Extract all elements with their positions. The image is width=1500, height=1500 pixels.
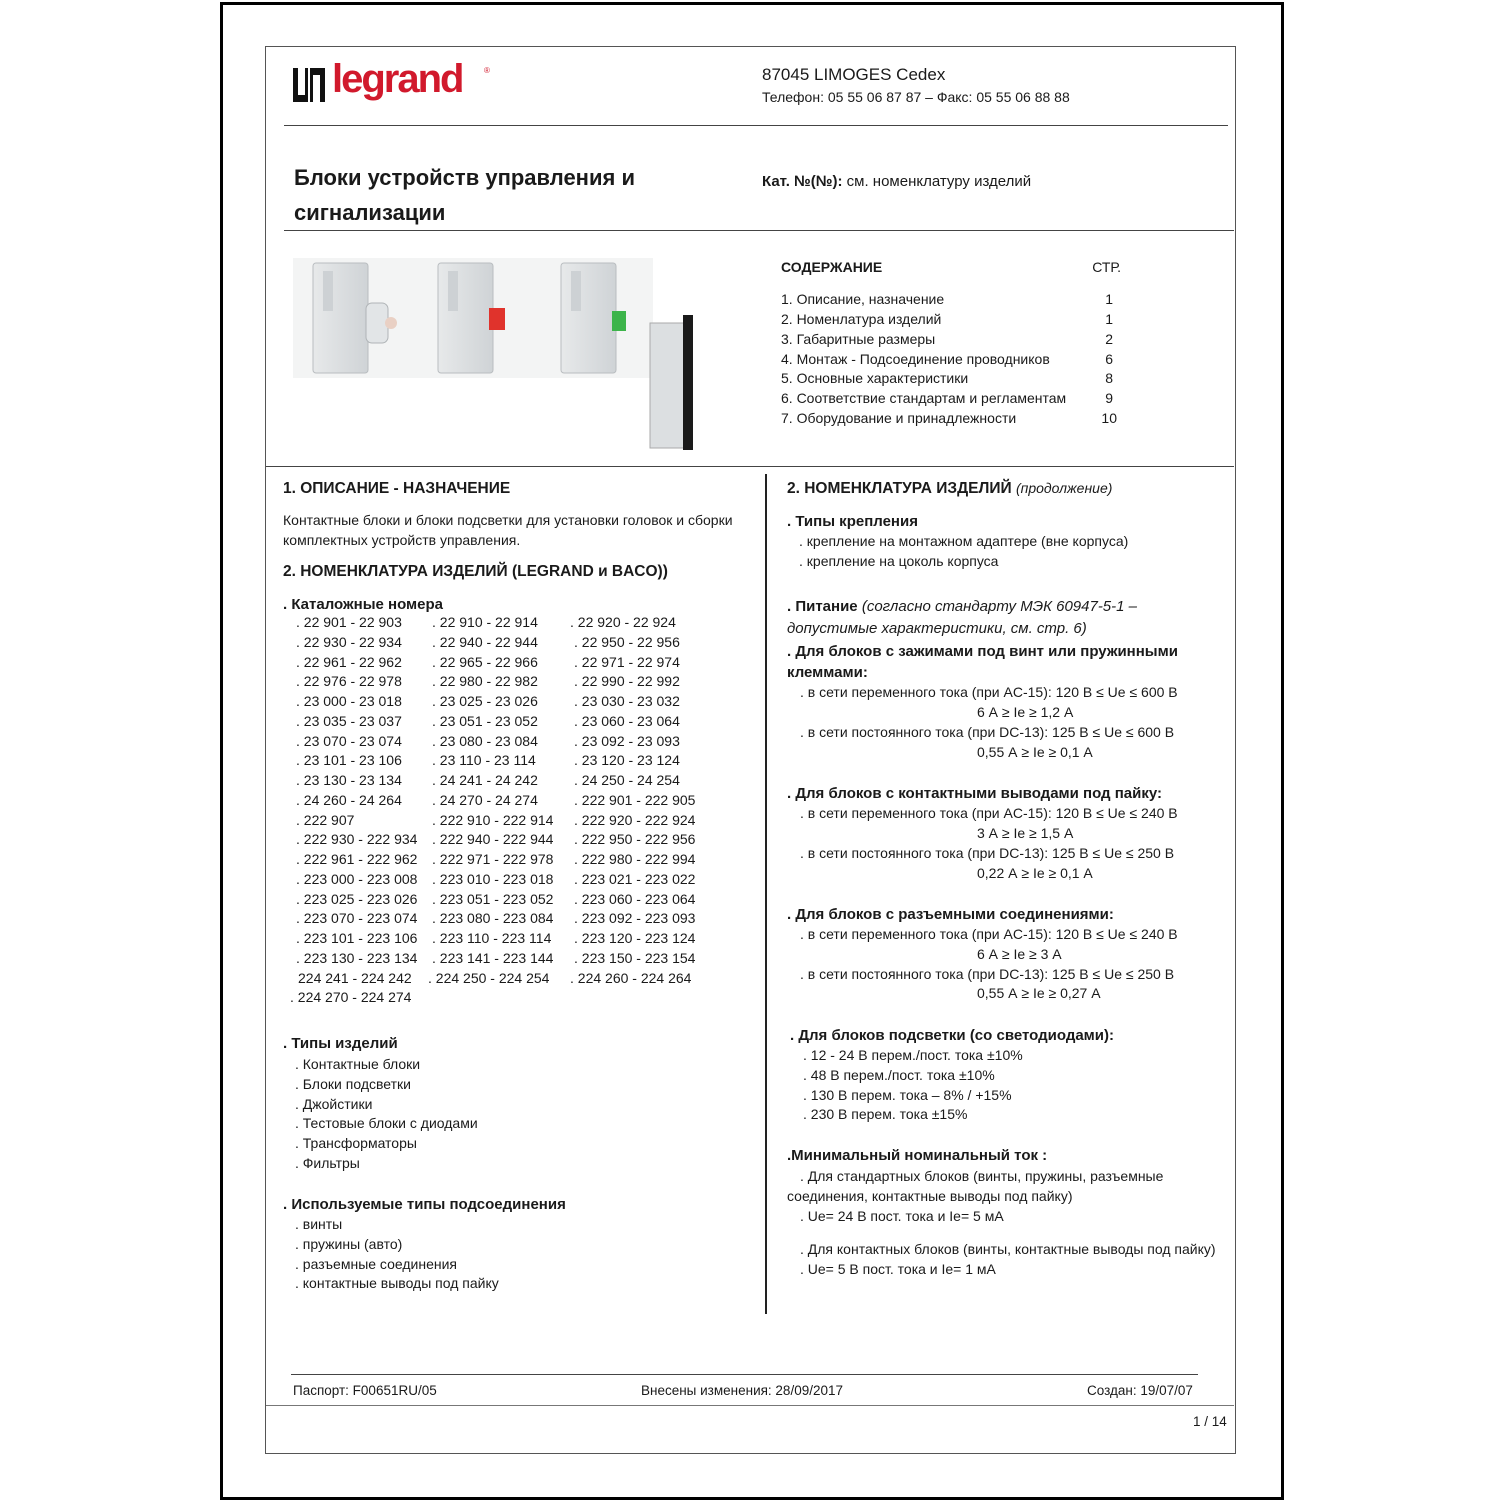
catalog-number-cell: . 223 110 - 223 114	[432, 930, 552, 946]
toc-item[interactable]	[781, 351, 1121, 371]
table-of-contents	[781, 259, 1121, 439]
table-row	[290, 891, 750, 911]
created-date: Создан: 19/07/07	[1087, 1383, 1193, 1398]
catalog-number-cell: . 223 060 - 223 064	[574, 890, 696, 907]
catalog-number-cell: . 23 101 - 23 106	[296, 752, 402, 769]
catalog-number-cell: . 223 120 - 223 124	[574, 930, 696, 946]
registered-mark-icon: ®	[484, 66, 490, 75]
led-blocks-heading: . Для блоков подсветки (со светодиодами):	[790, 1027, 1114, 1044]
catalog-number-cell: . 222 910 - 222 914	[432, 811, 554, 828]
table-row	[290, 831, 750, 851]
catalog-number-cell: . 222 980 - 222 994	[574, 851, 696, 867]
table-row	[290, 634, 750, 654]
catalog-number-cell: 224 241 - 224 242	[298, 969, 412, 986]
catalog-number-cell: . 224 260 - 224 264	[570, 969, 692, 986]
catalog-number-cell: . 24 241 - 24 242	[432, 772, 538, 788]
plug-dc-current: 0,55 А ≥ Ie ≥ 0,27 А	[977, 985, 1101, 1001]
table-row	[290, 930, 750, 950]
table-row	[290, 970, 750, 990]
toc-header	[781, 259, 1121, 279]
toc-item-page: 1	[1105, 311, 1113, 327]
catalog-number-cell: . 23 092 - 23 093	[574, 732, 680, 749]
header-address: 87045 LIMOGES Cedex	[762, 65, 946, 84]
screw-ac-current: 6 А ≥ Ie ≥ 1,2 А	[977, 704, 1074, 720]
catalog-number-cell: . 222 971 - 222 978	[432, 851, 554, 867]
screw-dc-current: 0,55 А ≥ Ie ≥ 0,1 А	[977, 744, 1093, 760]
catalog-number-cell: . 23 130 - 23 134	[296, 772, 402, 788]
page-number: 1 / 14	[1193, 1414, 1227, 1429]
catalog-number-cell: . 223 010 - 223 018	[432, 870, 554, 887]
power-heading-label: . Питание	[787, 598, 858, 615]
table-row	[290, 713, 750, 733]
product-types-list	[295, 1056, 478, 1175]
table-row	[290, 772, 750, 792]
list-item: . Трансформаторы	[295, 1135, 417, 1152]
list-item: . 48 В перем./пост. тока ±10%	[803, 1066, 995, 1083]
section-2-continued-title-text: 2. НОМЕНКЛАТУРА ИЗДЕЛИЙ	[787, 480, 1012, 497]
catalog-number-cell: . 24 270 - 24 274	[432, 791, 538, 808]
toc-item[interactable]	[781, 331, 1121, 351]
catalog-number-cell: . 223 080 - 223 084	[432, 910, 554, 927]
continued-note: (продолжение)	[1015, 480, 1113, 496]
toc-item[interactable]	[781, 410, 1121, 430]
min-current-standard-line: соединения, контактные выводы под пайку)	[787, 1188, 1073, 1204]
toc-item-label: 7. Оборудование и принадлежности	[781, 410, 1017, 426]
toc-item-page: 9	[1105, 390, 1113, 406]
document-title	[294, 160, 635, 230]
table-row	[290, 910, 750, 930]
catalog-number-cell: . 22 980 - 22 982	[432, 673, 538, 690]
plug-blocks-heading: . Для блоков с разъемными соединениями:	[787, 906, 1114, 923]
solder-ac-rating: . в сети переменного тока (при AC-15): 120 В ≤ Ue ≤ 240 В	[800, 805, 1178, 821]
catalog-number-cell: . 222 940 - 222 944	[432, 831, 554, 848]
power-note: допустимые характеристики, см. стр. 6)	[787, 620, 1087, 637]
solder-dc-current: 0,22 А ≥ Ie ≥ 0,1 А	[977, 865, 1093, 881]
table-row	[290, 654, 750, 674]
list-item: . 230 В перем. тока ±15%	[803, 1106, 968, 1123]
toc-item-label: 6. Соответствие стандартам и регламентам	[781, 390, 1067, 406]
plug-ac-rating: . в сети переменного тока (при AC-15): 120 В ≤ Ue ≤ 240 В	[800, 926, 1178, 942]
screw-blocks-heading-line: . Для блоков с зажимами под винт или пружинными	[787, 643, 1178, 660]
table-row	[290, 733, 750, 753]
footer-divider	[291, 1374, 1198, 1375]
catalog-number-cell: . 223 092 - 223 093	[574, 910, 696, 927]
solder-blocks-heading: . Для блоков с контактными выводами под пайку:	[787, 785, 1163, 802]
toc-item-label: 3. Габаритные размеры	[781, 331, 936, 347]
solder-ac-current: 3 А ≥ Ie ≥ 1,5 А	[977, 825, 1074, 841]
passport-number: Паспорт: F00651RU/05	[293, 1383, 437, 1398]
catalog-number-cell: . 22 901 - 22 903	[296, 614, 402, 630]
product-types-heading: . Типы изделий	[283, 1035, 398, 1052]
catalog-number-cell: . 223 150 - 223 154	[574, 949, 696, 966]
list-item: . Блоки подсветки	[295, 1075, 411, 1092]
catalog-numbers-heading: . Каталожные номера	[283, 596, 443, 613]
list-item: . Джойстики	[295, 1095, 373, 1112]
column-divider	[765, 474, 767, 1314]
catalog-number-cell: . 223 051 - 223 052	[432, 890, 554, 907]
product-photos	[293, 253, 693, 453]
header-divider	[284, 125, 1228, 126]
catalog-number-cell: . 222 950 - 222 956	[574, 831, 696, 848]
legrand-mark-icon	[291, 66, 331, 106]
connection-types-list	[295, 1216, 499, 1295]
product-blocks-illustration	[293, 253, 693, 453]
toc-item-page: 6	[1105, 351, 1113, 367]
title-divider	[284, 230, 1234, 231]
list-item: . винты	[295, 1216, 343, 1232]
catalog-number-cell: . 23 025 - 23 026	[432, 693, 538, 709]
min-current-contact-line: . Для контактных блоков (винты, контактные выводы под пайку)	[800, 1241, 1216, 1257]
catalog-number-cell: . 24 250 - 24 254	[574, 772, 680, 788]
catalog-number-cell: . 22 940 - 22 944	[432, 633, 538, 650]
power-note: (согласно стандарту МЭК 60947-5-1 –	[861, 598, 1137, 615]
toc-item-page: 8	[1105, 370, 1113, 386]
toc-item-label: 4. Монтаж - Подсоединение проводников	[781, 351, 1050, 367]
catalog-number-cell: . 24 260 - 24 264	[296, 791, 402, 808]
catalog-number-cell: . 22 965 - 22 966	[432, 653, 538, 670]
catalog-number-cell: . 22 990 - 22 992	[574, 673, 680, 690]
brand-wordmark: legrand	[332, 57, 463, 101]
legrand-logo	[291, 57, 501, 114]
toc-item[interactable]	[781, 291, 1121, 311]
screw-blocks-heading	[787, 641, 1178, 683]
toc-item-label: 2. Номенлатура изделий	[781, 311, 942, 327]
list-item: . 12 - 24 В перем./пост. тока ±10%	[803, 1047, 1023, 1063]
table-row	[290, 693, 750, 713]
min-current-heading: .Минимальный номинальный ток :	[787, 1147, 1048, 1164]
section-2-title: 2. НОМЕНКЛАТУРА ИЗДЕЛИЙ (LEGRAND и BACO))	[283, 563, 668, 580]
table-row	[290, 792, 750, 812]
table-row	[290, 812, 750, 832]
catalog-number-cell: . 224 250 - 224 254	[428, 969, 550, 986]
table-row	[290, 851, 750, 871]
section-2-continued-title	[787, 480, 1112, 498]
list-item: . Контактные блоки	[295, 1056, 421, 1072]
list-item: . Фильтры	[295, 1154, 360, 1171]
catalog-number-cell: . 223 141 - 223 144	[432, 949, 554, 966]
catalog-numbers-table	[290, 614, 750, 1009]
led-voltages-list	[803, 1047, 1023, 1126]
catalog-number-value: см. номенклатуру изделий	[846, 173, 1032, 190]
connection-types-heading: . Используемые типы подсоединения	[283, 1196, 566, 1213]
toc-item[interactable]	[781, 390, 1121, 410]
table-row	[290, 871, 750, 891]
min-current-standard-value: . Ue= 24 В пост. тока и Ie= 5 мА	[800, 1208, 1004, 1224]
toc-heading: СОДЕРЖАНИЕ	[781, 259, 883, 275]
catalog-number-cell: . 23 120 - 23 124	[574, 752, 680, 769]
document-title-line2: сигнализации	[294, 200, 446, 225]
min-current-standard-line: . Для стандартных блоков (винты, пружины, разъемные	[800, 1168, 1164, 1184]
toc-item-page: 1	[1105, 291, 1113, 307]
toc-item-page: 2	[1105, 331, 1113, 347]
plug-ac-current: 6 А ≥ Ie ≥ 3 А	[977, 946, 1062, 962]
screw-ac-rating: . в сети переменного тока (при AC-15): 120 В ≤ Ue ≤ 600 В	[800, 684, 1178, 700]
list-item: . Тестовые блоки с диодами	[295, 1115, 478, 1132]
table-row	[290, 752, 750, 772]
solder-dc-rating: . в сети постоянного тока (при DC-13): 125 В ≤ Ue ≤ 250 В	[800, 845, 1175, 861]
screw-blocks-heading-line: клеммами:	[787, 664, 868, 681]
list-item: . крепление на монтажном адаптере (вне корпуса)	[799, 533, 1129, 549]
list-item: . контактные выводы под пайку	[295, 1275, 499, 1292]
toc-item-label: 5. Основные характеристики	[781, 370, 969, 386]
catalog-number-cell: . 223 130 - 223 134	[296, 949, 418, 966]
catalog-number-cell: . 222 961 - 222 962	[296, 851, 418, 867]
catalog-number-cell: . 222 930 - 222 934	[296, 831, 418, 848]
catalog-number-cell: . 22 950 - 22 956	[574, 633, 680, 650]
power-heading	[787, 596, 1137, 640]
mounting-types-heading: . Типы крепления	[787, 513, 918, 530]
catalog-number-cell: . 222 907	[296, 811, 355, 828]
catalog-number-cell: . 223 070 - 223 074	[296, 910, 418, 927]
header-phone-fax: Телефон: 05 55 06 87 87 – Факс: 05 55 06 88 88	[762, 89, 1070, 105]
catalog-number-cell: . 22 971 - 22 974	[574, 653, 680, 670]
catalog-number-cell: . 223 000 - 223 008	[296, 870, 418, 887]
section-1-title: 1. ОПИСАНИЕ - НАЗНАЧЕНИЕ	[283, 480, 511, 497]
list-item: . крепление на цоколь корпуса	[799, 552, 999, 569]
catalog-number-cell: . 222 901 - 222 905	[574, 791, 696, 808]
table-row	[290, 614, 750, 634]
catalog-number-cell: . 23 051 - 23 052	[432, 712, 538, 729]
toc-item-label: 1. Описание, назначение	[781, 291, 945, 307]
catalog-number-cell: . 23 110 - 23 114	[432, 752, 536, 769]
catalog-number-cell: . 23 080 - 23 084	[432, 732, 538, 749]
toc-page-label: СТР.	[1092, 259, 1121, 275]
contents-divider	[266, 466, 1234, 467]
catalog-number-cell: . 223 021 - 223 022	[574, 870, 696, 887]
catalog-number-cell: . 23 070 - 23 074	[296, 732, 402, 749]
list-item: . 130 В перем. тока – 8% / +15%	[803, 1086, 1012, 1103]
changed-date: Внесены изменения: 28/09/2017	[641, 1383, 843, 1398]
section-1-text-line: комплектных устройств управления.	[283, 531, 521, 548]
section-1-text	[283, 511, 733, 551]
section-1-text-line: Контактные блоки и блоки подсветки для установки головок и сборки	[283, 512, 733, 528]
toc-item-page: 10	[1101, 410, 1117, 426]
catalog-number-label: Кат. №(№):	[762, 173, 843, 190]
catalog-number-cell: . 224 270 - 224 274	[290, 989, 412, 1006]
mounting-types-list	[799, 533, 1128, 573]
toc-item[interactable]	[781, 370, 1121, 390]
catalog-number-cell: . 222 920 - 222 924	[574, 811, 696, 828]
document-title-line1: Блоки устройств управления и	[294, 165, 635, 190]
catalog-number-cell: . 22 976 - 22 978	[296, 673, 402, 690]
table-row	[290, 673, 750, 693]
catalog-number-cell: . 22 930 - 22 934	[296, 633, 402, 650]
catalog-number-cell: . 22 961 - 22 962	[296, 653, 402, 670]
catalog-number-cell: . 23 035 - 23 037	[296, 712, 402, 729]
min-current-contact-value: . Ue= 5 В пост. тока и Ie= 1 мА	[800, 1261, 996, 1277]
catalog-number-cell: . 22 910 - 22 914	[432, 614, 538, 630]
catalog-number	[762, 173, 1031, 190]
catalog-number-cell: . 23 000 - 23 018	[296, 693, 402, 709]
footer-bottom-divider	[266, 1405, 1234, 1406]
list-item: . разъемные соединения	[295, 1255, 457, 1272]
table-row	[290, 950, 750, 970]
table-row	[290, 989, 750, 1009]
catalog-number-cell: . 23 060 - 23 064	[574, 712, 680, 729]
catalog-number-cell: . 223 025 - 223 026	[296, 890, 418, 907]
toc-item[interactable]	[781, 311, 1121, 331]
catalog-number-cell: . 223 101 - 223 106	[296, 930, 418, 946]
plug-dc-rating: . в сети постоянного тока (при DC-13): 125 В ≤ Ue ≤ 250 В	[800, 966, 1175, 982]
catalog-number-cell: . 23 030 - 23 032	[574, 693, 680, 709]
screw-dc-rating: . в сети постоянного тока (при DC-13): 125 В ≤ Ue ≤ 600 В	[800, 724, 1175, 740]
catalog-number-cell: . 22 920 - 22 924	[570, 614, 676, 630]
list-item: . пружины (авто)	[295, 1235, 403, 1252]
